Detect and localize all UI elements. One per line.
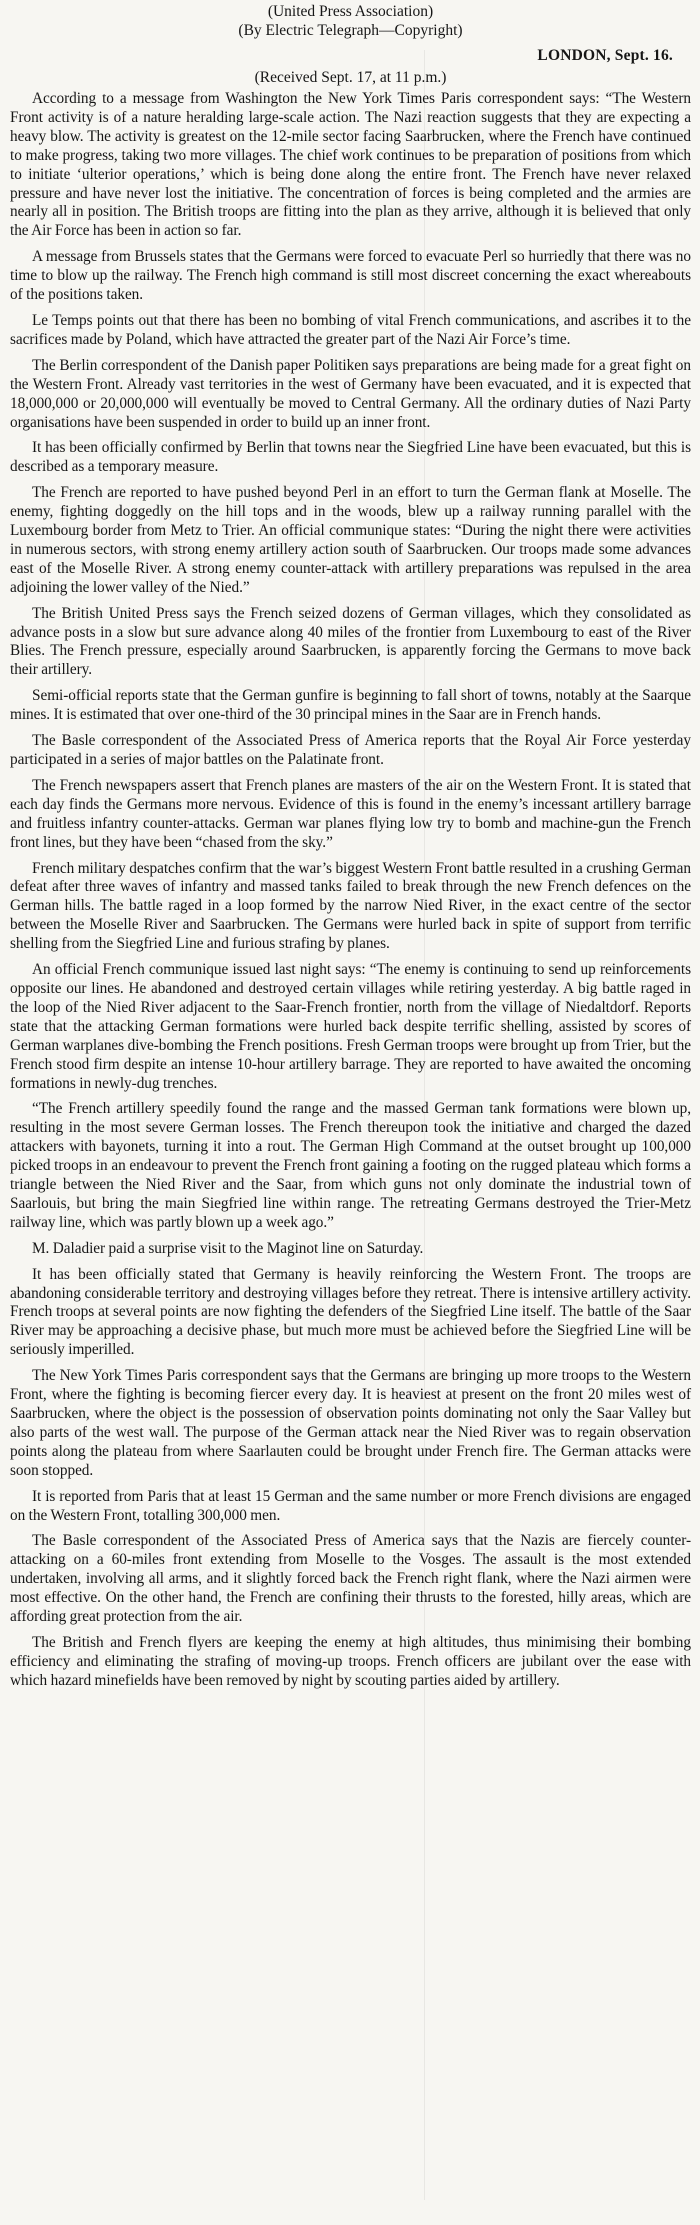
article-body — [10, 90, 691, 1691]
article-paragraph: “The French artillery speedily found the range and the massed German tank formations were blown up, resulting in the most severe German losses. The French thereupon took the initiative and charged the dazed attackers with bayonets, turning it into a rout. The German High Command at the outset brought up 100,000 picked troops in an endeavour to prevent the French front gaining a footing on the rugged plateau which forms a triangle between the Nied River and the Saar, from which guns not only dominate the industrial town of Saarlouis, but bring the main Siegfried line within range. The retreating Germans destroyed the Trier-Metz railway line, which was partly blown up a week ago.” — [10, 1100, 691, 1231]
article-paragraph: The British United Press says the French seized dozens of German villages, which they consolidated as advance posts in a slow but sure advance along 40 miles of the frontier from Luxembourg to east of the River Blies. The French pressure, especially around Saarbrucken, is apparently forcing the Germans to move back their artillery. — [10, 604, 691, 679]
article-paragraph: The British and French flyers are keeping the enemy at high altitudes, thus minimising their bombing efficiency and eliminating the strafing of moving-up troops. French officers are jubilant over the ease with which hazard minefields have been removed by night by scouting parties aided by artillery. — [10, 1633, 691, 1689]
article-paragraph: M. Daladier paid a surprise visit to the Maginot line on Saturday. — [32, 1239, 424, 1257]
article-paragraph: French military despatches confirm that the war’s biggest Western Front battle resulted in a crushing German defeat after three waves of infantry and massed tanks failed to break through the new French defences on the German hills. The battle raged in a loop formed by the narrow Nied River, in the exact centre of the sector between the Moselle River and Saarbrucken. The Germans were hurled back in spite of support from terrific shelling from the Siegfried Line and furious strafing by planes. — [10, 859, 691, 953]
article-paragraph: Semi-official reports state that the German gunfire is beginning to fall short of towns, notably at the Saarque mines. It is estimated that over one-third of the 30 principal mines in the Saar are in French hands. — [10, 687, 691, 724]
article-paragraph: The French are reported to have pushed beyond Perl in an effort to turn the German flank at Moselle. The enemy, fighting doggedly on the hill tops and in the woods, blew up a railway running parallel with the Luxembourg border from Metz to Trier. An official communique states: “During the night there were activities in numerous sectors, with strong enemy artillery action south of Saarbrucken. Our troops made some advances east of the Moselle River. A strong enemy counter-attack with artillery preparations was repulsed in the area adjoining the lower valley of the Nied.” — [10, 484, 691, 596]
received-line: (Received Sept. 17, at 11 p.m.) — [254, 69, 447, 86]
article-paragraph: The Berlin correspondent of the Danish paper Politiken says preparations are being made for a great fight on the Western Front. Already vast territories in the west of Germany have been evacuated, and it is expected that 18,000,000 or 20,000,000 will eventually be moved to Central Germany. All the ordinary duties of Nazi Party organisations have been suspended in order to build up an inner front. — [10, 356, 691, 431]
page-fold-line — [424, 50, 425, 2200]
agency-credit: (United Press Association) — [267, 3, 434, 20]
telegraph-credit: (By Electric Telegraph—Copyright) — [238, 22, 463, 39]
article-paragraph: It is reported from Paris that at least 15 German and the same number or more French divisions are engaged on the Western Front, totalling 300,000 men. — [10, 1487, 691, 1524]
article-paragraph: According to a message from Washington the New York Times Paris correspondent says: “The Western Front activity is of a nature heralding large-scale action. The Nazi reaction suggests that they are expecting a heavy blow. The activity is greatest on the 12-mile sector facing Saarbrucken, where the French have continued to make progress, taking two more villages. The chief work continues to be preparation of positions from which to initiate ‘ulterior operations,’ which is being done along the entire front. The French have never relaxed pressure and have never lost the initiative. The concentration of forces is being completed and the armies are nearly all in position. The British troops are fitting into the plan as they arrive, although it is believed that only the Air Force has been in action so far. — [10, 90, 691, 240]
dateline-row — [10, 46, 691, 66]
article-paragraph: It has been officially stated that Germany is heavily reinforcing the Western Front. The troops are abandoning considerable territory and destroying villages before they retreat. There is intensive artillery activity. French troops at several points are now fighting the defenders of the Siegfried Line itself. The battle of the Saar River may be approaching a decisive phase, but much more must be achieved before the Siegfried Line will be seriously imperilled. — [10, 1265, 691, 1359]
article-paragraph: Le Temps points out that there has been no bombing of vital French communications, and ascribes it to the sacrifices made by Poland, which have attracted the greater part of the Nazi Air Force’s time. — [10, 311, 691, 348]
article-paragraph: The New York Times Paris correspondent says that the Germans are bringing up more troops to the Western Front, where the fighting is becoming fiercer every day. It is heaviest at present on the front 20 miles west of Saarbrucken, where the object is the possession of observation points dominating not only the Saar Valley but also parts of the west wall. The purpose of the German attack near the Nied River was to regain observation points along the plateau from where Saarlauten could be brought under French fire. The German attacks were soon stopped. — [10, 1367, 691, 1479]
dateline: LONDON, Sept. 16. — [537, 47, 673, 64]
article-paragraph: The Basle correspondent of the Associated Press of America reports that the Royal Air Force yesterday participated in a series of major battles on the Palatinate front. — [10, 732, 691, 768]
article-paragraph: An official French communique issued last night says: “The enemy is continuing to send up reinforcements opposite our lines. He abandoned and destroyed certain villages while retiring yesterday. A big battle raged in the loop of the Nied River adjacent to the Saar-French frontier, north from the village of Niedaltdorf. Reports state that the attacking German formations were hurled back despite terrific shelling, assisted by scores of German warplanes dive-bombing the French positions. Fresh German troops were brought up from Trier, but the French stood firm despite an intense 10-hour artillery barrage. They are reported to have awaited the oncoming formations in newly-dug trenches. — [10, 961, 691, 1092]
article-paragraph: It has been officially confirmed by Berlin that towns near the Siegfried Line have been evacuated, but this is described as a temporary measure. — [10, 439, 691, 476]
article-paragraph: A message from Brussels states that the Germans were forced to evacuate Perl so hurriedly that there was no time to blow up the railway. The French high command is still most discreet concerning the exact whereabouts of the positions taken. — [10, 248, 691, 304]
article-paragraph: The Basle correspondent of the Associated Press of America says that the Nazis are fiercely counter-attacking on a 60-miles front extending from Moselle to the Vosges. The assault is the most extended undertaken, involving all arms, and it slightly forced back the French right flank, where the Nazi airmen were most effective. On the other hand, the French are confining their thrusts to the forested, hilly areas, which are affording great protection from the air. — [10, 1532, 691, 1626]
article-paragraph: The French newspapers assert that French planes are masters of the air on the Western Front. It is stated that each day finds the Germans more nervous. Evidence of this is found in the enemy’s incessant artillery barrage and fruitless infantry counter-attacks. German war planes flying low try to bomb and machine-gun the French front lines, but they have been “chased from the sky.” — [10, 776, 691, 851]
